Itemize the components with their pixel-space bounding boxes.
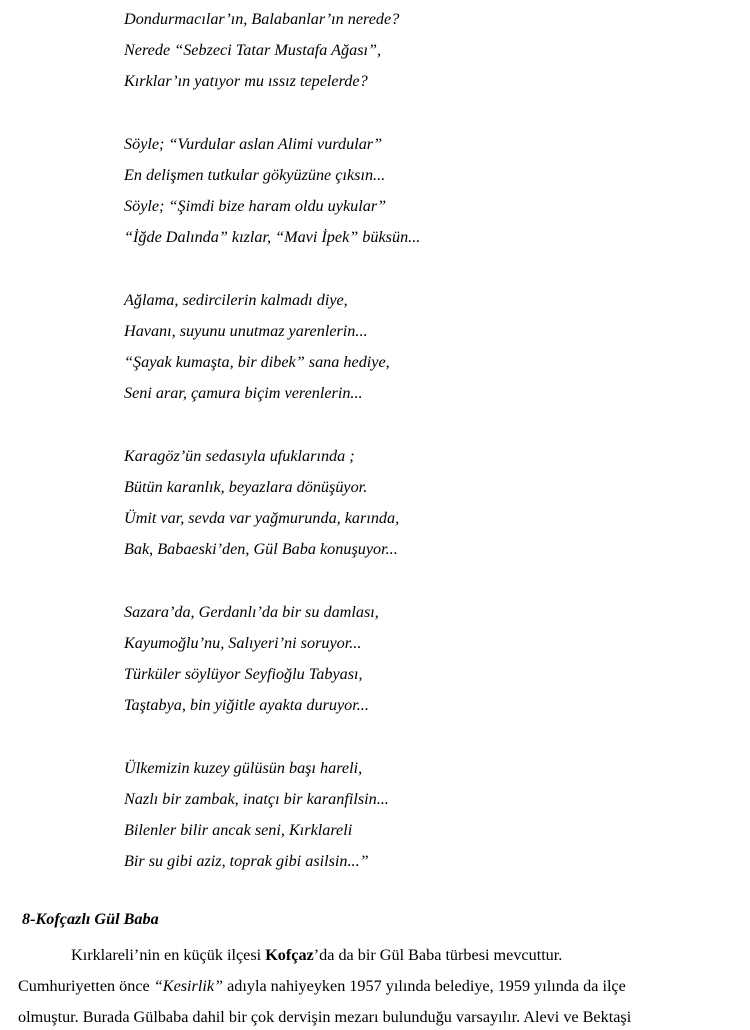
stanza-gap xyxy=(124,409,684,440)
poem-line: Taştabya, bin yiğitle ayakta duruyor... xyxy=(124,696,369,715)
poem-line: Söyle; “Vurdular aslan Alimi vurdular” xyxy=(124,134,383,153)
poem-line: Kayumoğlu’nu, Salıyeri’ni soruyor... xyxy=(124,633,362,652)
poem-line: “Şayak kumaşta, bir dibek” sana hediye, xyxy=(124,353,390,372)
poem-line: Türküler söylüyor Seyfioğlu Tabyası, xyxy=(124,664,363,683)
poem-line: Bilenler bilir ancak seni, Kırklareli xyxy=(124,820,353,839)
section-heading: 8-Kofçazlı Gül Baba xyxy=(22,910,159,928)
poem-line: Kırklar’ın yatıyor mu ıssız tepelerde? xyxy=(124,72,368,91)
poem-line: Söyle; “Şimdi bize haram oldu uykular” xyxy=(124,197,387,216)
poem-line: Havanı, suyunu unutmaz yarenlerin... xyxy=(124,321,368,340)
paragraph-line xyxy=(18,971,718,1002)
poem-line: Dondurmacılar’ın, Balabanlar’ın nerede? xyxy=(124,10,400,28)
poem-line: En delişmen tutkular gökyüzüne çıksın... xyxy=(124,165,386,184)
poem-line: Ağlama, sedircilerin kalmadı diye, xyxy=(124,290,348,309)
poem-line: Bir su gibi aziz, toprak gibi asilsin...” xyxy=(124,852,369,871)
italic-text: “Kesirlik” xyxy=(153,977,224,995)
poem-line: Bak, Babaeski’den, Gül Baba konuşuyor... xyxy=(124,540,398,559)
stanza-gap xyxy=(124,721,684,752)
poem-line: Bütün karanlık, beyazlara dönüşüyor. xyxy=(124,477,368,496)
text-run: ’da da bir Gül Baba türbesi mevcuttur. xyxy=(313,946,563,964)
text-run: Cumhuriyetten önce xyxy=(18,977,154,995)
bold-text: Kofçaz xyxy=(265,946,314,964)
text-run: olmuştur. Burada Gülbaba dahil bir çok dervişin mezarı bulunduğu varsayılır. Alevi ve Bektaşi xyxy=(18,1008,632,1026)
poem-block xyxy=(124,4,684,877)
poem-line: Nazlı bir zambak, inatçı bir karanfilsin... xyxy=(124,789,389,808)
section-paragraph xyxy=(18,940,718,1030)
stanza-gap xyxy=(124,565,684,596)
poem-line: “İğde Dalında” kızlar, “Mavi İpek” büksün... xyxy=(124,228,421,247)
poem-line: Sazara’da, Gerdanlı’da bir su damlası, xyxy=(124,602,379,621)
paragraph-line xyxy=(18,1002,718,1030)
stanza-gap xyxy=(124,98,684,129)
poem-line: Seni arar, çamura biçim verenlerin... xyxy=(124,384,363,403)
poem-line: Ülkemizin kuzey gülüsün başı hareli, xyxy=(124,758,363,777)
poem-line: Karagöz’ün sedasıyla ufuklarında ; xyxy=(124,446,355,465)
paragraph-line xyxy=(18,940,718,971)
text-run: adıyla nahiyeyken 1957 yılında belediye, 1959 yılında da ilçe xyxy=(223,977,626,995)
poem-line: Nerede “Sebzeci Tatar Mustafa Ağası”, xyxy=(124,41,382,60)
text-run: Kırklareli’nin en küçük ilçesi xyxy=(71,946,266,964)
poem-line: Ümit var, sevda var yağmurunda, karında, xyxy=(124,509,400,527)
stanza-gap xyxy=(124,254,684,285)
